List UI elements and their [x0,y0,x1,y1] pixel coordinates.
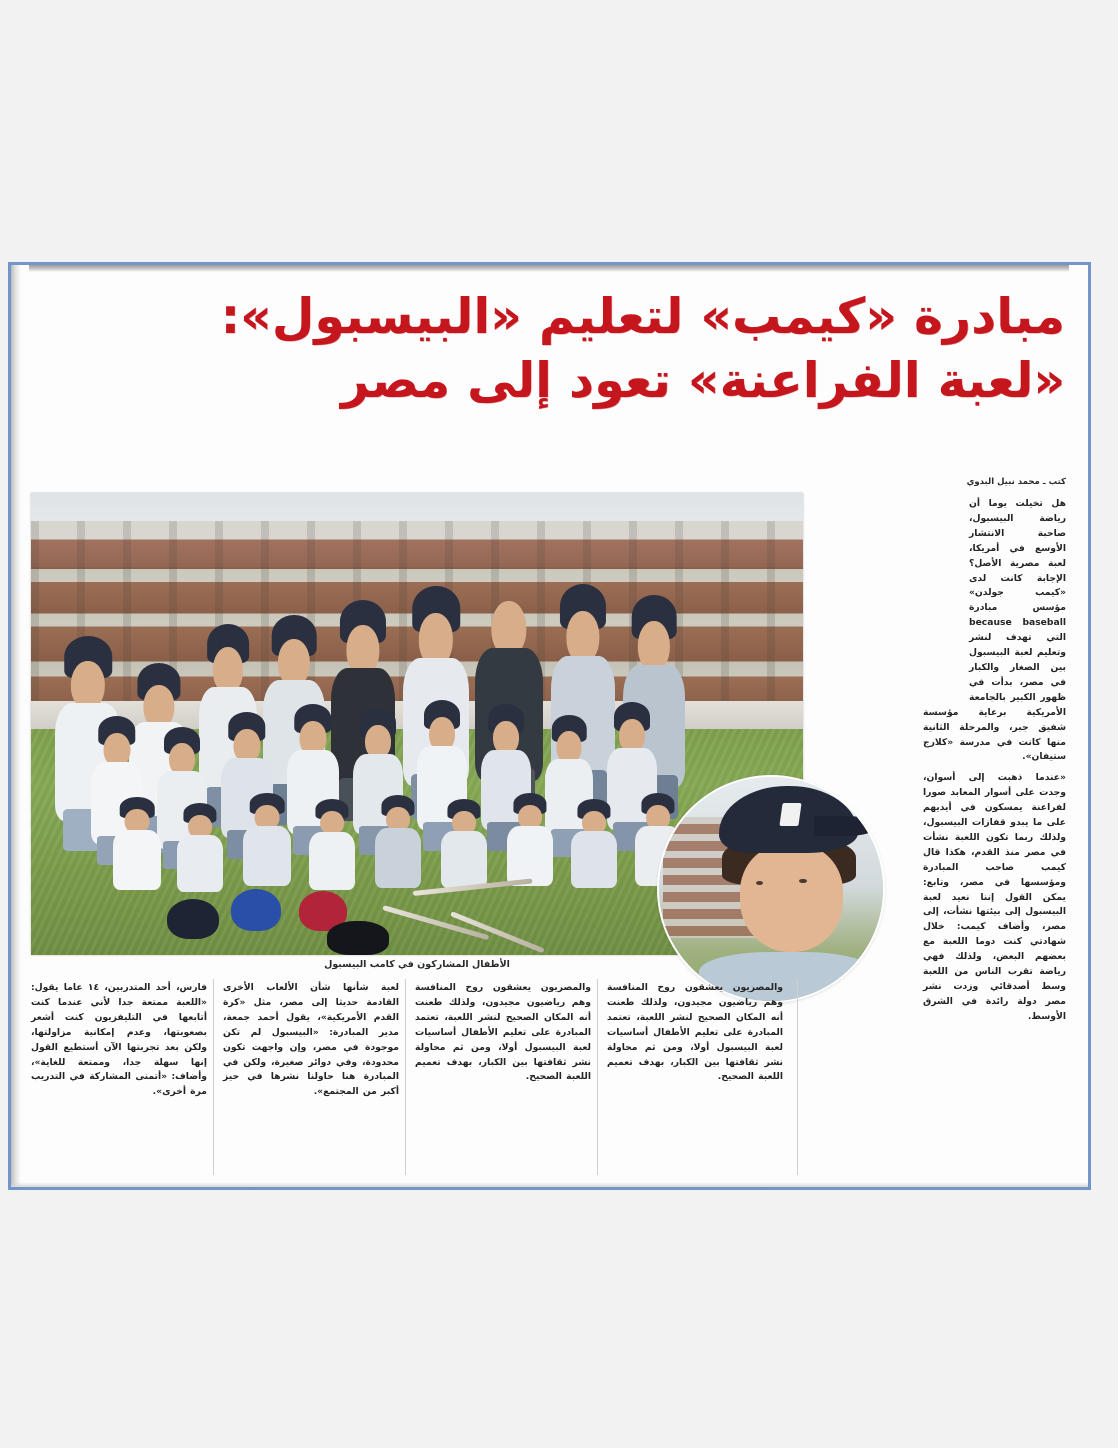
paragraph: والمصريون يعشقون روح المنافسة وهم رياضيون مجيدون، ولذلك طعنت أنه المكان الصحيح لنشر اللعبة، تعتمد المبادرة على تعليم الأطفال أساسيات لعبة البيسبول أولا، ومن ثم محاولة نشر ثقافتها بين الكبار، بهدف تعميم اللعبة الصحيح. [607,982,783,1083]
photo-person [113,809,161,905]
scan-shadow-left [11,265,21,1187]
photo-person [507,805,553,901]
article-headline [35,285,1065,412]
column-divider [213,979,214,1175]
portrait-text-wrap-spacer [923,497,969,705]
baseball-glove-icon [327,921,389,955]
batting-helmet-icon [167,899,219,939]
text-column-right [923,497,1066,1173]
portrait-face [740,844,843,952]
text-column-3 [415,981,591,1091]
photo-person [375,807,421,903]
scan-shadow-top [29,265,1069,272]
headline-line-1: مبادرة «كيمب» لتعليم «البيسبول»: [220,288,1065,345]
article-byline: كتب ـ محمد نبيل البدوي [966,477,1066,487]
photo-person [177,815,223,907]
paragraph: فارس، أحد المتدربين، ١٤ عاما يقول: «اللعبة ممتعة جدا لأني عندما كنت أتابعها في التليفزيون كنت أشعر بصعوبتها، وعدم إمكانية مزاولتها، ولكن بعد تجربتها الآن أستطيع القول إنها سهلة جدا، وممتعة للغاية»، وأضاف: «أتمنى المشاركة في التدريب مرة أخرى». [31,982,207,1098]
scan-shadow-bottom [11,1182,1088,1187]
headline-line-2: «لعبة الفراعنة» تعود إلى مصر [340,351,1065,409]
paragraph: «عندما ذهبت إلى أسوان، وجدت على أسوار المعابد صورا لفراعنة يمسكون في أيديهم على ما يبدو قفازات البيسبول، ولذلك ربما تكون اللعبة نشأت في مصر منذ القدم، هكذا قال كيمب صاحب المبادرة ومؤسسها في مصر، وتابع: يمكن القول إننا نعيد لعبة البيسبول إلى بيئتها نشأت، إلى مصر، وأضاف كيمب: خلال شهادتي كنت دوما اللعبة مع بعضهم البعض، ولذلك فهي رياضة تقرب الناس من اللعبة وسط أصدقائي وزدت نشر مصر دولة رائدة في الشرق الأوسط. [923,772,1066,1022]
column-divider [797,979,798,1175]
cap-logo-icon [779,803,802,826]
text-column-2 [223,981,399,1106]
photo-person [571,811,617,903]
clipping-inner-surface [11,265,1088,1187]
paragraph: هل تخيلت يوما أن رياضة البيسبول، صاحبة الانتشار الأوسع في أمريكا، لعبة مصرية الأصل؟ الإجابة كانت لدى «كيمب جولدن» مؤسس مبادرة because baseball التي تهدف لنشر وتعليم لعبة البيسبول بين الصغار والكبار في مصر، بدأت في ظهور الكبير بالجامعة الأمريكية برعاية مؤسسة شفيق جبر، والمرحلة الثانية منها كانت في مدرسة «كلارج ستيفان». [923,498,1066,763]
batting-helmet-icon [231,889,281,931]
text-column-1 [31,981,207,1106]
paragraph: والمصريون يعشقون روح المنافسة وهم رياضيون مجيدون، ولذلك طعنت أنه المكان الصحيح لنشر اللعبة، تعتمد المبادرة على تعليم الأطفال أساسيات لعبة البيسبول أولا، ومن ثم محاولة نشر ثقافتها بين الكبار، بهدف تعميم اللعبة الصحيح. [415,982,591,1083]
photo-person [243,805,291,901]
paragraph: لعبة شأنها شأن الألعاب الأخرى القادمة حديثا إلى مصر، مثل «كرة القدم الأمريكية»، يقول أحمد جمعة، مدير المبادرة: «البيسبول لم تكن موجودة في مصر، وإن واجهت تكون محدودة، وفي دوائر صغيرة، ولكن في المبادرة هنا حاولنا نشرها في حيز أكبر من المجتمع». [223,982,399,1098]
column-divider [405,979,406,1175]
column-divider [597,979,598,1175]
text-column-4 [607,981,783,1091]
photo-caption: الأطفال المشاركون في كامب البيسبول [324,959,510,970]
newspaper-clipping-frame [8,262,1091,1190]
